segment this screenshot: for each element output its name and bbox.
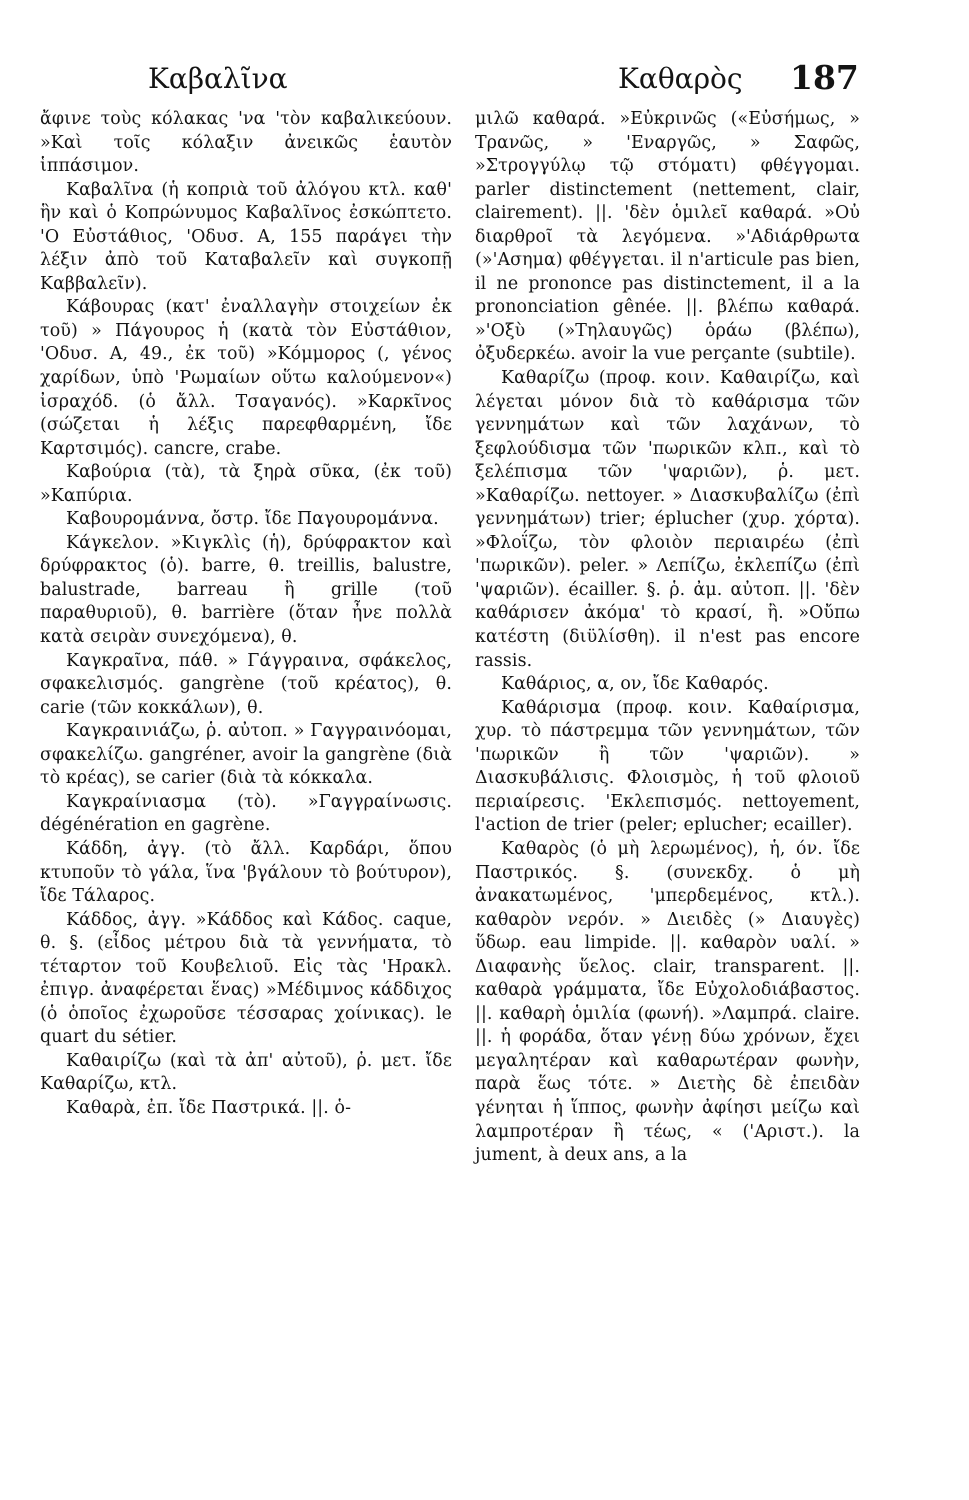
- entry-katharisma: Καθάρισμα (προφ. κοιν. Καθαίρισμα, χυρ. τὸ πάστρεμμα τῶν γεννημάτων, τῶν 'πωρικῶν ἢ τῶν 'ψαριῶν). » Διασκυβάλισις. Φλοισμὸς, ἡ τοῦ φλοιοῦ περιαίρεσις. 'Εκλεπισμός. nettoyement, l'action de trier (peler; eplucher; ecailler).: [475, 697, 860, 836]
- left-running-head: Καβαλῖνα: [148, 62, 288, 95]
- right-column: [475, 108, 860, 1168]
- entry-continuation: ἄφινε τοὺς κόλακας 'να 'τὸν καβαλικεύουν. »Καὶ τοῖς κόλαξιν ἀνεικῶς ἑαυτὸν ἱππάσιμον.: [40, 109, 452, 177]
- left-column: [40, 108, 452, 1121]
- page-number: 187: [790, 58, 859, 97]
- entry-kagkelon: Κάγκελον. »Κιγκλὶς (ἡ), δρύφρακτον καὶ δρύφρακτος (ὁ). barre, θ. treillis, balustre, balustrade, barreau ἢ grille (τοῦ παραθυριοῦ), θ. barrière (ὅταν ἦνε πολλὰ κατὰ σειρὰν συνεχόμενα), θ.: [40, 532, 452, 648]
- right-running-head: Καθαρὸς: [618, 62, 743, 95]
- entry-kaddi: Κάδδη, ἀγγ. (τὸ ἄλλ. Καρδάρι, ὅπου κτυποῦν τὸ γάλα, ἵνα 'βγάλουν τὸ βούτυρον), ἴδε Τάλαρος.: [40, 838, 452, 907]
- entry-kavalina: Καβαλῖνα (ἡ κοπριὰ τοῦ ἀλόγου κτλ. καθ' ἣν καὶ ὁ Κοπρώνυμος Καβαλῖνος ἐσκώπτετο. 'Ο Εὐστάθιος, 'Οδυσ. Α, 155 παράγει τὴν λέξιν ἀπὸ τοῦ Καταβαλεῖν καὶ συγκοπῇ Καββαλεῖν).: [40, 179, 452, 294]
- entry-kaddos: Κάδδος, ἀγγ. »Κάδδος καὶ Κάδος. caque, θ. §. (εἶδος μέτρου διὰ τὰ γεννήματα, τὸ τέταρτον τοῦ Κουβελιοῦ. Εἰς τὰς 'Ηρακλ. ἐπιγρ. ἀναφέρεται ἕνας) »Μέδιμνος κάδδιχος (ὁ ὁποῖος ἐχωροῦσε τέσσαρας χοίνικας). le quart du sétier.: [40, 909, 452, 1048]
- entry-katharios: Καθάριος, α, ον, ἴδε Καθαρός.: [501, 674, 769, 695]
- entry-kagkrainiazo: Καγκραινιάζω, ῥ. αὐτοπ. » Γαγγραινόομαι, σφακελίζω. gangréner, avoir la gangrène (διὰ τὸ κρέας), se carier (διὰ τὰ κόκκαλα.: [40, 721, 452, 789]
- entry-kagkrainiasma: Καγκραίνιασμα (τὸ). »Γαγγραίνωσις. dégénération en gagrène.: [40, 791, 452, 836]
- entry-katharizo: Καθαρίζω (προφ. κοιν. Καθαιρίζω, καὶ λέγεται μόνον διὰ τὸ καθάρισμα τῶν γεννημάτων καὶ τῶν λαχάνων, τὸ ξεφλούδισμα τῶν 'πωρικῶν κλπ., καὶ τὸ ξελέπισμα τῶν 'ψαριῶν), ῥ. μετ. »Καθαρίζω. nettoyer. » Διασκυβαλίζω (ἐπὶ γεννημάτων) trier; éplucher (χυρ. χόρτα). »Φλοΐζω, τὸν φλοιὸν περιαιρέω (ἐπὶ 'πωρικῶν). peler. » Λεπίζω, ἐκλεπίζω (ἐπὶ 'ψαριῶν). écailler. §. ῥ. ἀμ. αὐτοπ. ||. 'δὲν καθάρισεν ἀκόμα' τὸ κρασί, ἢ. »Οὔπω κατέστη (διϋλίσθη). il n'est pas encore rassis.: [475, 368, 860, 671]
- entry-kavouras: Κάβουρας (κατ' ἐναλλαγὴν στοιχείων ἐκ τοῦ) » Πάγουρος ἡ (κατὰ τὸν Εὐστάθιον, 'Οδυσ. Α, 49., ἐκ τοῦ) »Κόμμορος (, γένος χαρίδων, ὑπὸ 'Ρωμαίων οὕτω καλούμενον«) ἰσραχόδ. (ὁ ἄλλ. Τσαγανός). »Καρκῖνος (σώζεται ἡ λέξις παρεφθαρμένη, ἴδε Καρτσιμός). cancre, crabe.: [40, 297, 452, 459]
- entry-kathara-continued: μιλῶ καθαρά. »Εὐκρινῶς («Εὐσήμως, » Τρανῶς, » 'Εναργῶς, » Σαφῶς, »Στρογγύλῳ τῷ στόματι) φθέγγομαι. parler distinctement (nettement, clair, clairement). ||. 'δὲν ὁμιλεῖ καθαρά. »Οὐ διαρθροῖ τὰ λεγόμενα. »'Αδιάρθρωτα (»'Ασημα) φθέγγεται. il n'articule pas bien, il ne prononce pas distinctement, il a la prononciation gênée. ||. βλέπω καθαρά. »'Οξὺ (»Τηλαυγῶς) ὁράω (βλέπω), ὀξυδερκέω. avoir la vue perçante (subtile).: [475, 109, 860, 365]
- entry-kathara: Καθαρὰ, ἐπ. ἴδε Παστρικά. ||. ὁ-: [66, 1097, 352, 1118]
- entry-kavouria: Καβούρια (τὰ), τὰ ξηρὰ σῦκα, (ἐκ τοῦ) »Καπύρια.: [40, 462, 452, 506]
- entry-kathairizo: Καθαιρίζω (καὶ τὰ ἀπ' αὐτοῦ), ῥ. μετ. ἴδε Καθαρίζω, κτλ.: [40, 1050, 452, 1095]
- entry-katharos: Καθαρὸς (ὁ μὴ λερωμένος), ἡ, όν. ἴδε Παστρικός. §. (συνεκδχ. ὁ μὴ ἀνακατωμένος, 'μπερδεμένος, κτλ.). καθαρὸν νερόν. » Διειδὲς (» Διαυγὲς) ὕδωρ. eau limpide. ||. καθαρὸν υαλί. » Διαφανὴς ὕελος. clair, transparent. ||. καθαρὰ γράμματα, ἴδε Εὐχολοδιάβαστος. ||. καθαρὴ ὁμιλία (φωνή). »Λαμπρά. claire. ||. ἡ φοράδα, ὅταν γένῃ δύω χρόνων, ἔχει μεγαλητέραν καὶ καθαρωτέραν φωνὴν, παρὰ ἕως τότε. » Διετὴς δὲ ἐπειδὰν γένηται ἡ ἵππος, φωνὴν ἀφίησι μείζω καὶ λαμπροτέραν ἢ τέως, « ('Αριστ.). la jument, à deux ans, a la: [475, 838, 860, 1166]
- running-header: [0, 52, 969, 102]
- entry-kavouromanna: Καβουρομάννα, ὄστρ. ἴδε Παγουρομάννα.: [66, 509, 439, 530]
- entry-kagkraina: Καγκραῖνα, πάθ. » Γάγγραινα, σφάκελος, σφακελισμός. gangrène (τοῦ κρέατος), θ. carie (τῶν κοκκάλων), θ.: [40, 650, 452, 718]
